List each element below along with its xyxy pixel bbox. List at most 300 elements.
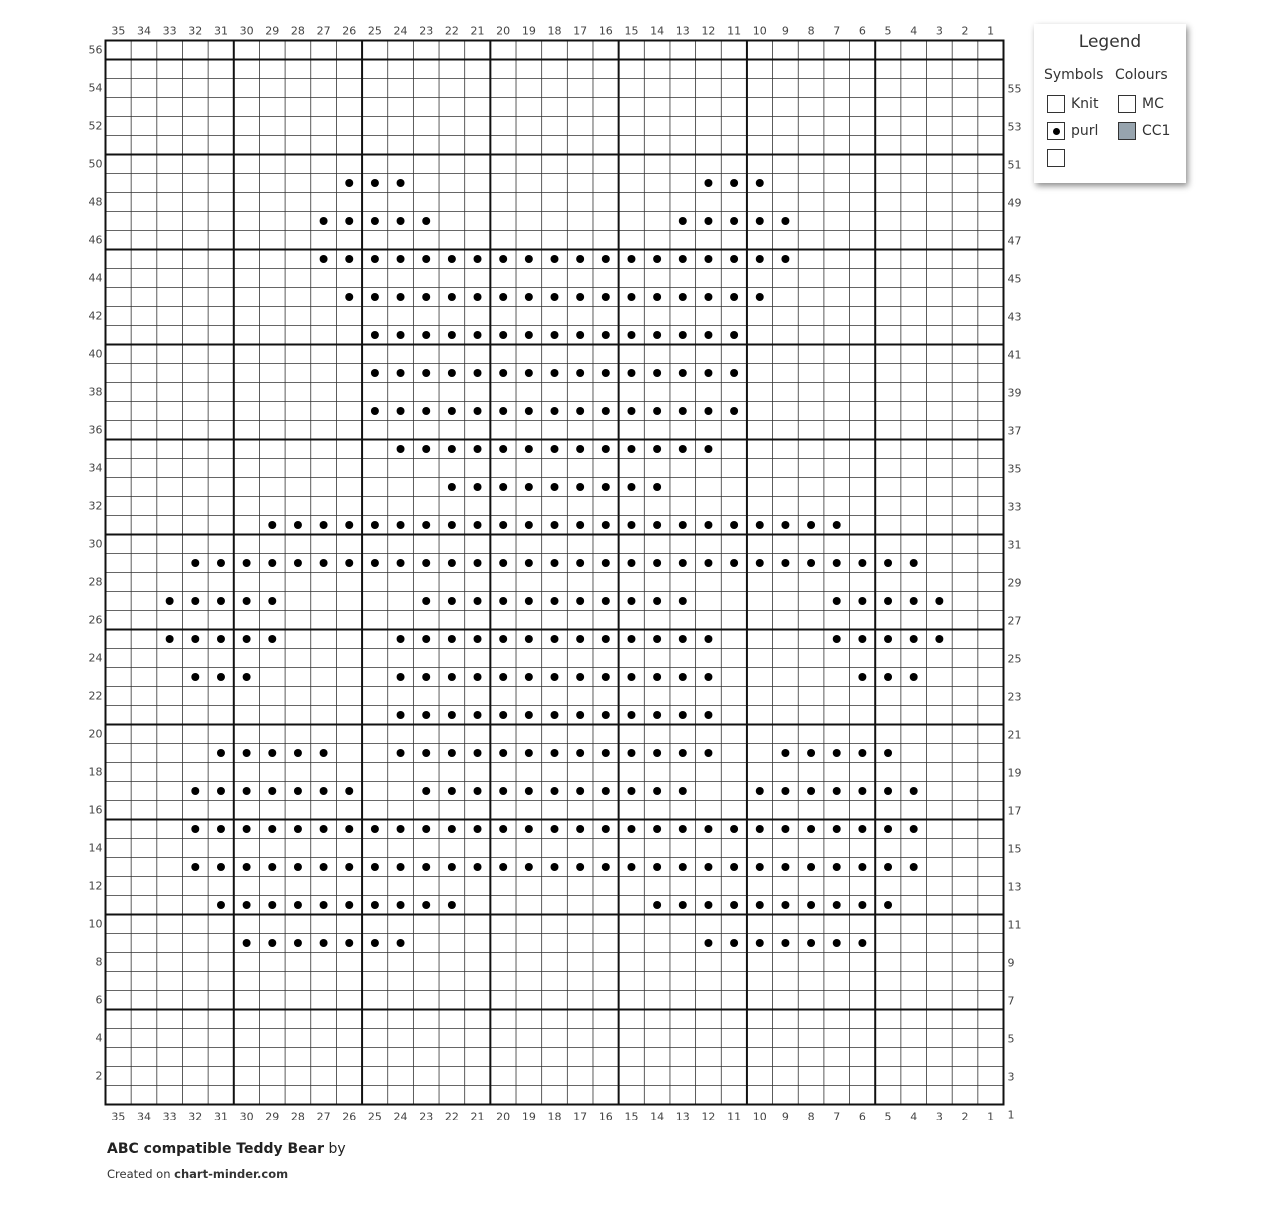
purl-stitch: [499, 673, 507, 681]
purl-stitch: [910, 673, 918, 681]
column-number-bottom: 27: [316, 1110, 331, 1120]
purl-stitch: [653, 711, 661, 719]
purl-stitch: [448, 255, 456, 263]
row-number-right: 13: [1007, 880, 1022, 894]
purl-stitch: [499, 635, 507, 643]
purl-stitch: [397, 293, 405, 301]
purl-stitch: [627, 863, 635, 871]
purl-stitch: [858, 559, 866, 567]
purl-stitch: [345, 521, 353, 529]
purl-stitch: [294, 787, 302, 795]
row-number-left: 30: [88, 537, 103, 551]
purl-stitch: [397, 711, 405, 719]
row-number-left: 38: [88, 385, 103, 399]
purl-stitch: [268, 749, 276, 757]
purl-stitch: [884, 597, 892, 605]
purl-stitch: [576, 445, 584, 453]
purl-stitch: [345, 939, 353, 947]
purl-stitch: [499, 521, 507, 529]
purl-stitch: [448, 483, 456, 491]
purl-stitch: [627, 445, 635, 453]
column-number-bottom: 8: [807, 1110, 815, 1120]
purl-stitch: [474, 863, 482, 871]
purl-stitch: [910, 597, 918, 605]
purl-stitch: [576, 825, 584, 833]
column-number-bottom: 30: [239, 1110, 254, 1120]
purl-stitch: [474, 445, 482, 453]
purl-stitch: [320, 825, 328, 833]
purl-stitch: [679, 787, 687, 795]
purl-stitch: [422, 635, 430, 643]
purl-stitch: [704, 635, 712, 643]
purl-stitch: [884, 749, 892, 757]
purl-stitch: [679, 673, 687, 681]
purl-stitch: [294, 825, 302, 833]
column-number-top: 12: [701, 24, 716, 38]
purl-stitch: [499, 445, 507, 453]
purl-stitch: [679, 825, 687, 833]
purl-stitch: [704, 939, 712, 947]
purl-stitch: [653, 407, 661, 415]
purl-stitch: [679, 749, 687, 757]
purl-stitch: [858, 825, 866, 833]
column-number-bottom: 5: [884, 1110, 892, 1120]
purl-stitch: [268, 863, 276, 871]
column-number-top: 33: [162, 24, 177, 38]
purl-stitch: [551, 597, 559, 605]
purl-stitch: [858, 597, 866, 605]
row-number-right: 7: [1007, 994, 1015, 1008]
purl-stitch: [422, 255, 430, 263]
purl-stitch: [704, 521, 712, 529]
purl-stitch: [551, 787, 559, 795]
purl-stitch: [397, 559, 405, 567]
purl-stitch: [704, 255, 712, 263]
column-number-top: 24: [393, 24, 408, 38]
purl-stitch: [397, 939, 405, 947]
purl-stitch: [474, 331, 482, 339]
purl-stitch: [602, 673, 610, 681]
purl-stitch: [602, 483, 610, 491]
row-number-left: 8: [95, 955, 103, 969]
column-number-bottom: 24: [393, 1110, 408, 1120]
purl-stitch: [448, 711, 456, 719]
column-number-top: 29: [265, 24, 280, 38]
purl-stitch: [525, 521, 533, 529]
column-number-top: 2: [961, 24, 969, 38]
purl-stitch: [397, 901, 405, 909]
purl-stitch: [397, 445, 405, 453]
purl-stitch: [627, 825, 635, 833]
row-number-left: 26: [88, 613, 103, 627]
purl-stitch: [551, 559, 559, 567]
purl-stitch: [551, 673, 559, 681]
purl-stitch: [217, 825, 225, 833]
purl-stitch: [217, 597, 225, 605]
purl-stitch: [602, 331, 610, 339]
purl-stitch: [422, 293, 430, 301]
purl-stitch: [268, 559, 276, 567]
row-number-right: 43: [1007, 310, 1022, 324]
chart-title: ABC compatible Teddy Bear: [107, 1141, 325, 1157]
purl-stitch: [602, 445, 610, 453]
purl-stitch: [679, 711, 687, 719]
row-number-right: 51: [1007, 158, 1022, 172]
purl-stitch: [422, 369, 430, 377]
purl-stitch: [525, 597, 533, 605]
row-number-right: 23: [1007, 690, 1022, 704]
purl-stitch: [397, 179, 405, 187]
purl-stitch: [525, 331, 533, 339]
purl-stitch: [371, 255, 379, 263]
purl-stitch: [576, 673, 584, 681]
purl-stitch: [474, 711, 482, 719]
site-link[interactable]: chart-minder.com: [174, 1167, 289, 1181]
column-number-top: 32: [188, 24, 203, 38]
column-number-bottom: 6: [858, 1110, 866, 1120]
purl-stitch: [294, 901, 302, 909]
purl-stitch: [858, 635, 866, 643]
purl-stitch: [602, 559, 610, 567]
purl-stitch: [397, 673, 405, 681]
purl-stitch: [627, 711, 635, 719]
purl-stitch: [730, 863, 738, 871]
purl-stitch: [884, 825, 892, 833]
purl-stitch: [474, 597, 482, 605]
purl-stitch: [576, 293, 584, 301]
purl-stitch: [653, 559, 661, 567]
purl-stitch: [243, 863, 251, 871]
purl-stitch: [499, 369, 507, 377]
legend-colour-mc: [1118, 95, 1164, 113]
purl-stitch: [371, 331, 379, 339]
purl-stitch: [627, 559, 635, 567]
row-number-right: 47: [1007, 234, 1022, 248]
purl-stitch: [551, 521, 559, 529]
purl-stitch: [833, 749, 841, 757]
row-number-right: 45: [1007, 272, 1022, 286]
purl-stitch: [499, 559, 507, 567]
row-number-left: 46: [88, 233, 103, 247]
legend-panel: [1034, 24, 1186, 183]
purl-stitch: [807, 825, 815, 833]
purl-stitch: [704, 749, 712, 757]
row-number-right: 29: [1007, 576, 1022, 590]
purl-stitch: [833, 825, 841, 833]
purl-stitch: [627, 483, 635, 491]
purl-stitch: [320, 749, 328, 757]
purl-stitch: [858, 787, 866, 795]
row-number-left: 14: [88, 841, 103, 855]
column-number-bottom: 28: [290, 1110, 305, 1120]
purl-stitch: [781, 939, 789, 947]
purl-stitch: [499, 483, 507, 491]
purl-stitch: [833, 521, 841, 529]
row-number-left: 20: [88, 727, 103, 741]
purl-stitch: [371, 939, 379, 947]
purl-stitch: [499, 711, 507, 719]
row-number-left: 56: [88, 43, 103, 57]
column-number-bottom: 31: [213, 1110, 228, 1120]
purl-stitch: [627, 521, 635, 529]
purl-stitch: [833, 863, 841, 871]
column-number-bottom: 18: [547, 1110, 562, 1120]
purl-stitch: [730, 407, 738, 415]
purl-stitch: [448, 863, 456, 871]
purl-stitch: [576, 483, 584, 491]
purl-stitch: [781, 749, 789, 757]
purl-stitch: [422, 331, 430, 339]
purl-stitch: [807, 863, 815, 871]
purl-stitch: [551, 369, 559, 377]
purl-stitch: [525, 407, 533, 415]
purl-stitch: [243, 673, 251, 681]
purl-stitch: [833, 901, 841, 909]
row-number-right: 15: [1007, 842, 1022, 856]
purl-symbol-icon: [1047, 122, 1065, 140]
purl-stitch: [704, 331, 712, 339]
purl-stitch: [653, 787, 661, 795]
purl-stitch: [499, 825, 507, 833]
column-number-top: 6: [858, 24, 866, 38]
purl-stitch: [653, 597, 661, 605]
purl-stitch: [781, 901, 789, 909]
purl-stitch: [320, 559, 328, 567]
purl-stitch: [499, 863, 507, 871]
row-number-right: 35: [1007, 462, 1022, 476]
purl-stitch: [268, 901, 276, 909]
purl-stitch: [294, 749, 302, 757]
purl-stitch: [551, 749, 559, 757]
purl-stitch: [807, 559, 815, 567]
purl-stitch: [679, 597, 687, 605]
column-number-top: 1: [987, 24, 995, 38]
purl-stitch: [448, 293, 456, 301]
purl-stitch: [602, 597, 610, 605]
purl-stitch: [371, 369, 379, 377]
purl-stitch: [243, 559, 251, 567]
purl-stitch: [833, 787, 841, 795]
purl-stitch: [781, 787, 789, 795]
purl-stitch: [602, 825, 610, 833]
purl-stitch: [807, 521, 815, 529]
column-number-bottom: 7: [833, 1110, 841, 1120]
purl-stitch: [345, 825, 353, 833]
purl-stitch: [730, 559, 738, 567]
purl-stitch: [884, 901, 892, 909]
column-number-bottom: 34: [136, 1110, 151, 1120]
purl-stitch: [653, 825, 661, 833]
purl-stitch: [653, 369, 661, 377]
purl-stitch: [602, 863, 610, 871]
purl-stitch: [781, 521, 789, 529]
purl-stitch: [525, 293, 533, 301]
row-number-left: 16: [88, 803, 103, 817]
purl-stitch: [679, 407, 687, 415]
purl-stitch: [756, 217, 764, 225]
purl-stitch: [910, 863, 918, 871]
purl-stitch: [397, 863, 405, 871]
purl-stitch: [704, 901, 712, 909]
purl-stitch: [448, 445, 456, 453]
row-number-right: 55: [1007, 82, 1022, 96]
purl-stitch: [679, 293, 687, 301]
column-number-top: 4: [910, 24, 918, 38]
purl-stitch: [910, 635, 918, 643]
purl-stitch: [551, 407, 559, 415]
purl-stitch: [704, 179, 712, 187]
purl-stitch: [807, 787, 815, 795]
purl-stitch: [268, 787, 276, 795]
column-number-top: 14: [650, 24, 665, 38]
purl-stitch: [499, 597, 507, 605]
purl-stitch: [525, 255, 533, 263]
purl-stitch: [653, 521, 661, 529]
column-number-bottom: 14: [650, 1110, 665, 1120]
purl-stitch: [704, 863, 712, 871]
purl-stitch: [704, 559, 712, 567]
purl-stitch: [474, 787, 482, 795]
row-number-right: 21: [1007, 728, 1022, 742]
purl-stitch: [730, 179, 738, 187]
purl-stitch: [320, 939, 328, 947]
purl-stitch: [551, 445, 559, 453]
row-number-left: 42: [88, 309, 103, 323]
purl-stitch: [627, 597, 635, 605]
purl-stitch: [371, 559, 379, 567]
purl-stitch: [704, 369, 712, 377]
purl-stitch: [627, 787, 635, 795]
column-number-top: 19: [521, 24, 536, 38]
purl-stitch: [884, 673, 892, 681]
column-number-bottom: 21: [470, 1110, 485, 1120]
purl-stitch: [576, 331, 584, 339]
row-number-left: 50: [88, 157, 103, 171]
purl-stitch: [756, 901, 764, 909]
purl-stitch: [448, 331, 456, 339]
purl-stitch: [781, 825, 789, 833]
purl-stitch: [884, 863, 892, 871]
purl-stitch: [474, 559, 482, 567]
purl-stitch: [807, 939, 815, 947]
row-number-right: 41: [1007, 348, 1022, 362]
purl-stitch: [448, 825, 456, 833]
column-number-top: 17: [573, 24, 588, 38]
purl-stitch: [371, 407, 379, 415]
column-number-top: 34: [136, 24, 151, 38]
purl-stitch: [243, 597, 251, 605]
purl-stitch: [422, 825, 430, 833]
purl-stitch: [320, 863, 328, 871]
purl-stitch: [217, 863, 225, 871]
column-number-bottom: 20: [496, 1110, 511, 1120]
column-number-top: 16: [598, 24, 613, 38]
column-number-top: 11: [727, 24, 742, 38]
row-number-left: 12: [88, 879, 103, 893]
purl-stitch: [653, 445, 661, 453]
column-number-top: 28: [290, 24, 305, 38]
purl-stitch: [525, 787, 533, 795]
purl-stitch: [653, 901, 661, 909]
column-number-bottom: 13: [675, 1110, 690, 1120]
row-number-left: 52: [88, 119, 103, 133]
purl-stitch: [422, 521, 430, 529]
blank-symbol-icon: [1047, 149, 1065, 167]
purl-stitch: [422, 673, 430, 681]
purl-stitch: [576, 863, 584, 871]
purl-stitch: [294, 521, 302, 529]
column-number-top: 22: [444, 24, 459, 38]
purl-stitch: [525, 369, 533, 377]
purl-stitch: [448, 787, 456, 795]
purl-stitch: [602, 635, 610, 643]
purl-stitch: [627, 407, 635, 415]
purl-stitch: [243, 787, 251, 795]
column-number-top: 20: [496, 24, 511, 38]
purl-stitch: [756, 787, 764, 795]
purl-stitch: [345, 217, 353, 225]
purl-stitch: [653, 293, 661, 301]
column-number-top: 25: [367, 24, 382, 38]
purl-stitch: [730, 901, 738, 909]
purl-stitch: [525, 825, 533, 833]
column-number-bottom: 10: [752, 1110, 767, 1120]
purl-stitch: [217, 559, 225, 567]
purl-stitch: [499, 407, 507, 415]
purl-stitch: [576, 521, 584, 529]
purl-stitch: [345, 787, 353, 795]
purl-stitch: [653, 483, 661, 491]
row-number-left: 24: [88, 651, 103, 665]
purl-stitch: [679, 863, 687, 871]
purl-stitch: [807, 749, 815, 757]
purl-stitch: [679, 559, 687, 567]
row-number-left: 18: [88, 765, 103, 779]
column-number-bottom: 11: [727, 1110, 742, 1120]
purl-stitch: [448, 597, 456, 605]
column-number-top: 10: [752, 24, 767, 38]
purl-stitch: [781, 863, 789, 871]
purl-stitch: [448, 901, 456, 909]
row-number-right: 11: [1007, 918, 1022, 932]
purl-stitch: [345, 293, 353, 301]
purl-stitch: [627, 331, 635, 339]
row-number-right: 33: [1007, 500, 1022, 514]
purl-stitch: [448, 673, 456, 681]
purl-stitch: [474, 293, 482, 301]
column-number-bottom: 9: [781, 1110, 789, 1120]
column-number-top: 8: [807, 24, 815, 38]
purl-stitch: [217, 673, 225, 681]
column-number-bottom: 26: [342, 1110, 357, 1120]
purl-stitch: [217, 635, 225, 643]
purl-stitch: [474, 483, 482, 491]
purl-stitch: [576, 711, 584, 719]
purl-stitch: [730, 293, 738, 301]
purl-stitch: [345, 179, 353, 187]
purl-stitch: [807, 901, 815, 909]
purl-stitch: [833, 559, 841, 567]
row-number-right: 53: [1007, 120, 1022, 134]
purl-stitch: [653, 749, 661, 757]
purl-stitch: [602, 293, 610, 301]
purl-stitch: [448, 559, 456, 567]
purl-stitch: [217, 749, 225, 757]
row-number-left: 40: [88, 347, 103, 361]
colours-heading: Colours: [1115, 67, 1168, 83]
purl-stitch: [910, 787, 918, 795]
purl-stitch: [397, 331, 405, 339]
